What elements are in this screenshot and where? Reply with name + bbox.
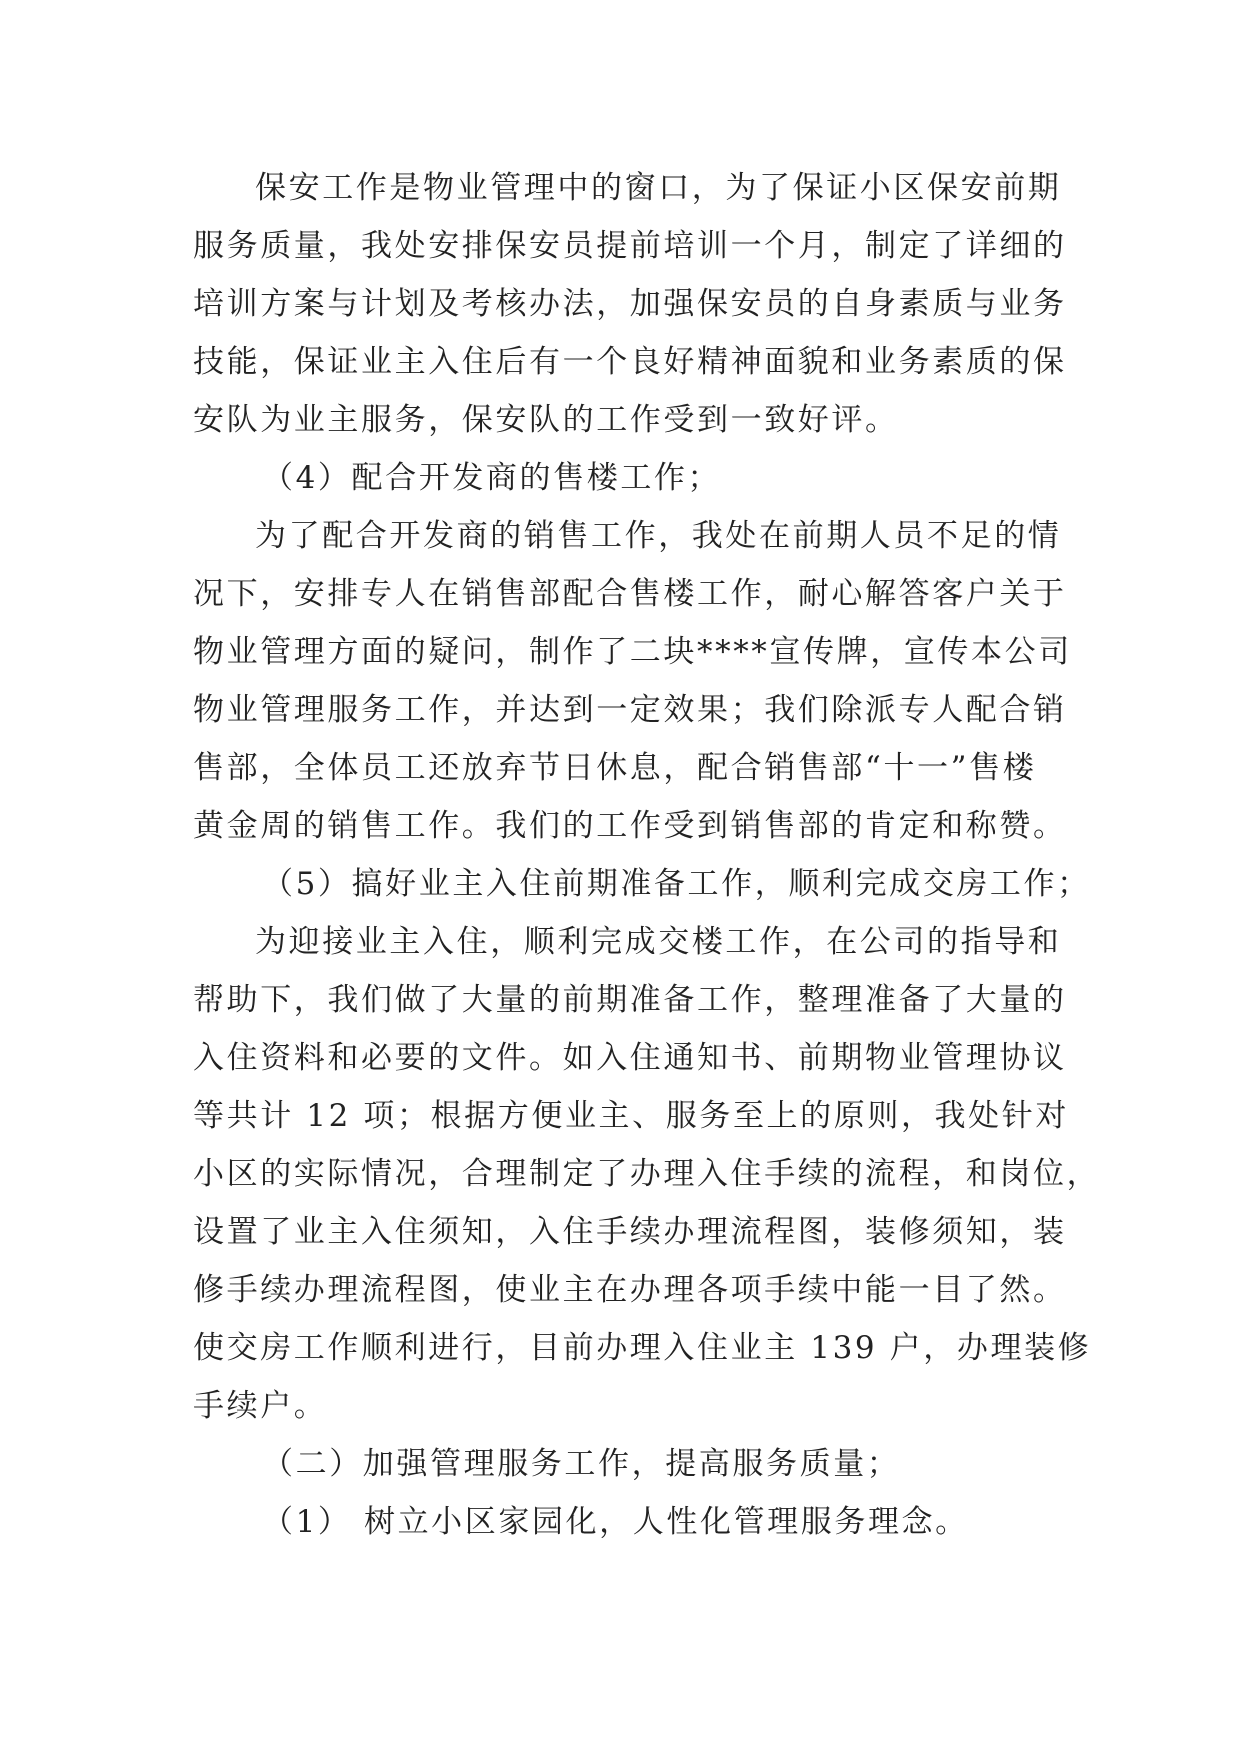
section-heading: （4）配合开发商的售楼工作； xyxy=(262,460,722,496)
paragraph-line: 设置了业主入住须知，入住手续办理流程图，装修须知，装 xyxy=(193,1214,1067,1250)
paragraph-line: 服务质量，我处安排保安员提前培训一个月，制定了详细的 xyxy=(193,228,1067,264)
paragraph-line: 为迎接业主入住，顺利完成交楼工作，在公司的指导和 xyxy=(255,924,1062,960)
paragraph-line: 安队为业主服务，保安队的工作受到一致好评。 xyxy=(193,402,899,438)
paragraph-line: 黄金周的销售工作。我们的工作受到销售部的肯定和称赞。 xyxy=(193,808,1067,844)
paragraph-line: 使交房工作顺利进行，目前办理入住业主 139 户，办理装修 xyxy=(193,1330,1092,1366)
paragraph-line: 物业管理服务工作，并达到一定效果；我们除派专人配合销 xyxy=(193,692,1067,728)
paragraph-line: 保安工作是物业管理中的窗口，为了保证小区保安前期 xyxy=(255,170,1062,206)
paragraph-line: 售部，全体员工还放弃节日休息，配合销售部“十一”售楼 xyxy=(193,750,1037,786)
paragraph-line: 等共计 12 项；根据方便业主、服务至上的原则，我处针对 xyxy=(193,1098,1069,1134)
paragraph-line: 技能，保证业主入住后有一个良好精神面貌和业务素质的保 xyxy=(193,344,1067,380)
section-heading: （5）搞好业主入住前期准备工作，顺利完成交房工作； xyxy=(262,866,1091,902)
section-heading: （1） 树立小区家园化，人性化管理服务理念。 xyxy=(262,1504,969,1540)
paragraph-line: 手续户。 xyxy=(193,1388,328,1424)
paragraph-line: 修手续办理流程图，使业主在办理各项手续中能一目了然。 xyxy=(193,1272,1067,1308)
paragraph-line: 入住资料和必要的文件。如入住通知书、前期物业管理协议 xyxy=(193,1040,1067,1076)
paragraph-line: 培训方案与计划及考核办法，加强保安员的自身素质与业务 xyxy=(193,286,1067,322)
paragraph-line: 况下，安排专人在销售部配合售楼工作，耐心解答客户关于 xyxy=(193,576,1067,612)
paragraph-line: 帮助下，我们做了大量的前期准备工作，整理准备了大量的 xyxy=(193,982,1067,1018)
paragraph-line: 物业管理方面的疑问，制作了二块****宣传牌，宣传本公司 xyxy=(193,634,1072,670)
paragraph-line: 小区的实际情况，合理制定了办理入住手续的流程，和岗位， xyxy=(193,1156,1101,1192)
paragraph-line: 为了配合开发商的销售工作，我处在前期人员不足的情 xyxy=(255,518,1062,554)
section-heading: （二）加强管理服务工作，提高服务质量； xyxy=(262,1446,901,1482)
